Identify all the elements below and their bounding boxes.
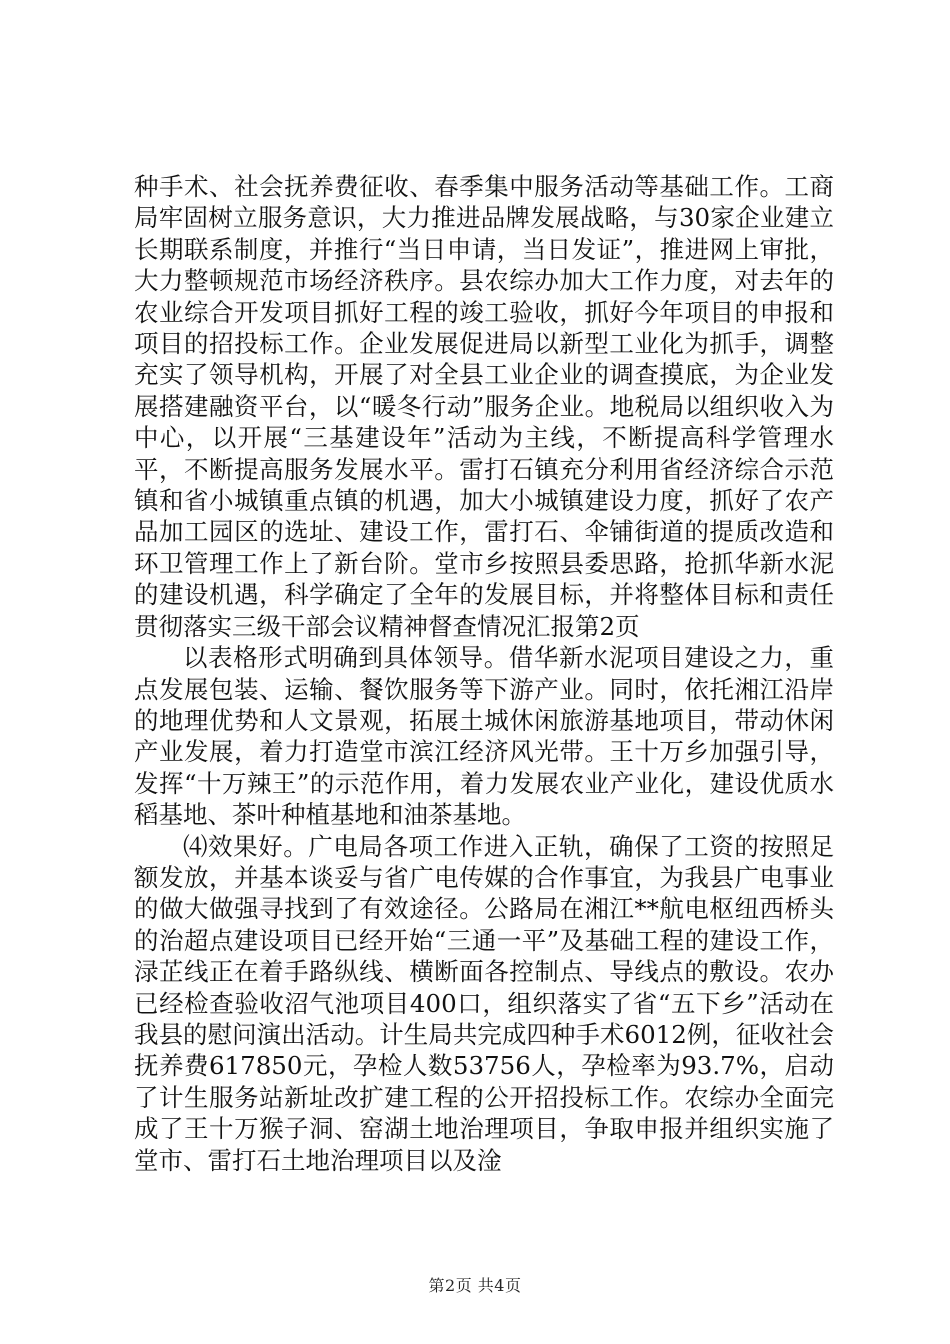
page-footer	[0, 1273, 950, 1296]
document-body	[134, 171, 834, 1176]
paragraph-2: 以表格形式明确到具体领导。借华新水泥项目建设之力，重点发展包装、运输、餐饮服务等下游产业。同时，依托湘江沿岸的地理优势和人文景观，拓展土城休闲旅游基地项目，带动休闲产业发展，着力打造堂市滨江经济风光带。王十万乡加强引导，发挥“十万辣王”的示范作用，着力发展农业产业化，建设优质水稻基地、茶叶种植基地和油茶基地。	[134, 643, 834, 830]
page-number: 第2页 共4页	[428, 1276, 522, 1295]
paragraph-3: ⑷效果好。广电局各项工作进入正轨，确保了工资的按照足额发放，并基本谈妥与省广电传媒的合作事宜，为我县广电事业的做大做强寻找到了有效途径。公路局在湘江**航电枢纽西桥头的治超点建设项目已经开始“三通一平”及基础工程的建设工作，渌芷线正在着手路纵线、横断面各控制点、导线点的敷设。农办已经检查验收沼气池项目400口，组织落实了省“五下乡”活动在我县的慰问演出活动。计生局共完成四种手术6012例，征收社会抚养费617850元，孕检人数53756人，孕检率为93.7%，启动了计生服务站新址改扩建工程的公开招投标工作。农综办全面完成了王十万猴子洞、窑湖土地治理项目，争取申报并组织实施了堂市、雷打石土地治理项目以及淦	[134, 831, 834, 1175]
paragraph-1: 种手术、社会抚养费征收、春季集中服务活动等基础工作。工商局牢固树立服务意识，大力推进品牌发展战略，与30家企业建立长期联系制度，并推行“当日申请，当日发证”，推进网上审批，大力整顿规范市场经济秩序。县农综办加大工作力度，对去年的农业综合开发项目抓好工程的竣工验收，抓好今年项目的申报和项目的招投标工作。企业发展促进局以新型工业化为抓手，调整充实了领导机构，开展了对全县工业企业的调查摸底，为企业发展搭建融资平台，以“暖冬行动”服务企业。地税局以组织收入为中心，以开展“三基建设年”活动为主线，不断提高科学管理水平，不断提高服务发展水平。雷打石镇充分利用省经济综合示范镇和省小城镇重点镇的机遇，加大小城镇建设力度，抓好了农产品加工园区的选址、建设工作，雷打石、伞铺街道的提质改造和环卫管理工作上了新台阶。堂市乡按照县委思路，抢抓华新水泥的建设机遇，科学确定了全年的发展目标，并将整体目标和责任贯彻落实三级干部会议精神督查情况汇报第2页	[134, 172, 834, 641]
